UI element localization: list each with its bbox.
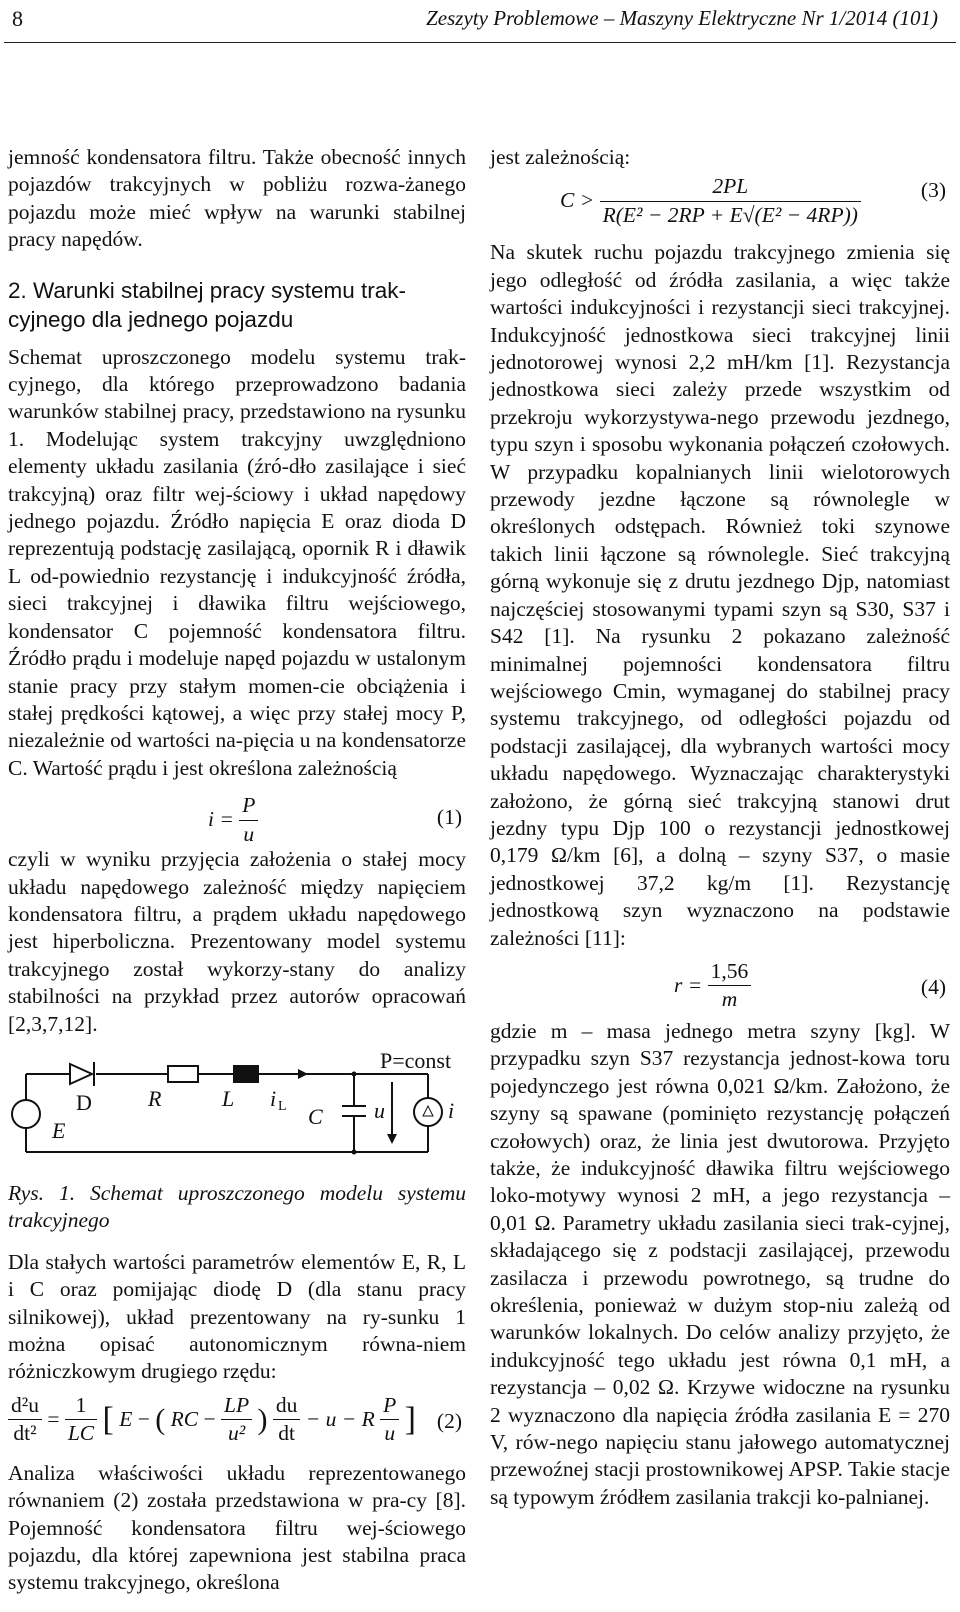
- paragraph: Na skutek ruchu pojazdu trakcyjnego zmienia się jego odległość od źródła zasilania, a więc także wartości indukcyjności i rezystancji sieci trakcyjnej. Indukcyjność jednostkowa sieci trakcyjnej linii jednotorowej wynosi 2,2 mH/km [1]. Rezystancja jednostkowa sieci zależy przede wszystkim od przekroju wykorzystywa-nego przewodu jezdnego, typu szyn i sposobu wykonania połączeń czołowych. W przypadku kopalnianych linii wielotorowych przewody jezdne łączone są równolegle w określonych odstępach. Również toki szynowe takich linii łączone są równolegle. Sieć trakcyjną górną wykonuje się z drutu jezdnego Djp, natomiast najczęściej stosowanymi typami szyn są S30, S37 i S42 [1]. Na rysunku 2 pokazano zależność minimalnej pojemności kondensatora filtru wejściowego Cmin, wymaganej do stabilnej pracy systemu trakcyjnego, od odległości pojazdu od podstacji zasilającej, dla wybranych wartości mocy układu napędowego. Wyznaczając charakterystyki założono, że górną sieć trakcyjną stanowi drut jezdny typu Djp 100 o rezystancji jednostkowej 0,179 Ω/km [6], a dolną – szyny S37, o masie jednostkowej 37,2 kg/m [1]. Rezystancję jednostkową szyn wyznaczono na podstawie zależności [11]:: [490, 240, 950, 950]
- paragraph: jest zależnością:: [490, 145, 631, 169]
- voltage-label: u: [374, 1097, 385, 1123]
- eq3-label: (3): [920, 178, 946, 203]
- il-label: i: [270, 1085, 277, 1111]
- eq4-numerator: 1,56: [708, 958, 752, 986]
- paragraph: gdzie m – masa jednego metra szyny [kg]. W przypadku szyn S37 rezystancja jednost-kowa toru pojedynczego jest równa 0,021 Ω/km. Założono, że szyny są spawane (pominięto rezystancję połączeń czołowych) oraz, że linia jest dwutorowa. Przyjęto także, że indukcyjność dławika filtru wejściowego loko-motywy wynosi 2 mH, a jego rezystancja – 0,01 Ω. Parametry układu zasilania sieci trak-cyjnej, składającego się z podstacji zasilającej, przewodu zasilacza i przewodu powrotnego, są trudne do określenia, ponieważ w dużym stop-niu zależą od warunków lokalnych. Do celów analizy przyjęto, że indukcyjność tego układu jest równa 0,1 mH, a rezystancja – 0,02 Ω. Krzywe widoczne na rysunku 2 wyznaczono dla napięcia źródła zasilania E = 270 V, rów-nego napięciu stanu jałowego automatycznej przewoźnej stacji prostownikowej APSP. Takie stacje są typowym źródłem zasilania trakcji ko-palnianej.: [490, 1018, 950, 1509]
- eq2-du-den: dt: [278, 1421, 295, 1446]
- header-rule: [4, 42, 956, 43]
- journal-title: Zeszyty Problemowe – Maszyny Elektryczne Nr 1/2014 (101): [426, 6, 938, 30]
- equation-1: [8, 784, 466, 844]
- section-title: 2. Warunki stabilnej pracy systemu trak-cyjnego dla jednego pojazdu: [8, 277, 407, 332]
- eq3-denominator: R(E² − 2RP + E√(E² − 4RP)): [602, 202, 858, 227]
- paragraph: Analiza właściwości układu reprezentowanego równaniem (2) została przedstawiona w pra-cy [8]. Pojemność kondensatora filtru wej-ściowego pojazdu, dla której zapewniona jest stabilna praca systemu trakcyjnego, określona: [8, 1460, 466, 1595]
- eq2-label: (2): [436, 1408, 462, 1433]
- page-header: [12, 6, 948, 40]
- figure-caption: Rys. 1. Schemat uproszczonego modelu systemu trakcyjnego: [8, 1180, 466, 1233]
- eq2-lp-den: u²: [227, 1421, 246, 1446]
- paragraph: Schemat uproszczonego modelu systemu trak-cyjnego, dla którego przeprowadzono badania warunków stabilnej pracy, przedstawiono na rysunku 1. Modelując system trakcyjny uwzględniono elementy układu zasilania (źró-dło zasilające i sieć trakcyjną) oraz filtr wej-ściowy i układ napędowy jednego pojazdu. Źródło napięcia E oraz dioda D reprezentują podstację zasilającą, opornik R i dławik L od-powiednio rezystancję i indukcyjność źródła, sieci trakcyjnej i dławika filtru wejściowego, kondensator C pojemność kondensatora filtru. Źródło prądu i modeluje napęd pojazdu w ustalonym stanie pracy przy stałym momen-cie obciążenia i stałej prędkości kątowej, a więc przy stałej mocy P, niezależnie od wartości na-pięcia u na kondensatorze C. Wartość prądu i jest określona zależnością: [8, 344, 466, 780]
- diode-label: D: [76, 1089, 92, 1115]
- eq2-du-num: du: [273, 1392, 301, 1420]
- eq3-numerator: 2PL: [600, 173, 861, 201]
- figure-1-circuit: [8, 1052, 466, 1170]
- right-column: [490, 144, 950, 1511]
- source-label: E: [52, 1117, 66, 1143]
- circuit-diagram: [8, 1052, 466, 1170]
- eq2-lhs-num: d²u: [8, 1392, 42, 1420]
- eq2-p-num: P: [380, 1392, 399, 1420]
- page-number: 8: [12, 6, 23, 31]
- eq4-label: (4): [920, 974, 946, 999]
- eq2-lp-num: LP: [221, 1392, 252, 1420]
- left-column: [8, 144, 466, 1597]
- paragraph: czyli w wyniku przyjęcia założenia o stałej mocy układu napędowego zależność między napięciem kondensatora filtru, a prądem układu napędowego jest hiperboliczna. Prezentowany model systemu trakcyjnego został wykorzy-stany do analizy stabilności na przykład przez autorów opracowań [2,3,7,12].: [8, 847, 466, 1036]
- eq2-bracket-open: [: [102, 1401, 114, 1439]
- paragraph: jemność kondensatora filtru. Także obecność innych pojazdów trakcyjnych w pobliżu rozwa-żanego pojazdu może mieć wpływ na warunki stabilnej pracy napędów.: [8, 145, 466, 252]
- eq1-label: (1): [436, 805, 462, 830]
- eq4-denominator: m: [721, 987, 738, 1012]
- equation-2: [8, 1388, 466, 1458]
- resistor-label: R: [148, 1085, 162, 1111]
- equation-3: [490, 173, 950, 237]
- eq2-minus: −: [137, 1407, 150, 1432]
- inductor-label: L: [222, 1085, 235, 1111]
- eq2-minus: −: [203, 1407, 216, 1432]
- eq2-bracket-close: ]: [404, 1401, 416, 1439]
- eq2-RC: RC: [170, 1407, 199, 1432]
- eq1-denominator: u: [243, 821, 255, 846]
- paragraph: Dla stałych wartości parametrów elementów E, R, L i C oraz pomijając diodę D (dla stanu pracy silnikowej), układ prezentowany na ry-sunku 1 można opisać autonomicznym równa-niem różniczkowym drugiego rzędu:: [8, 1249, 466, 1384]
- eq2-paren-open: (: [155, 1403, 166, 1437]
- eq2-p-den: u: [384, 1421, 396, 1446]
- eq2-E: E: [119, 1407, 133, 1432]
- pconst-label: P=const: [380, 1051, 452, 1073]
- current-label: i: [448, 1097, 455, 1123]
- eq2-paren-close: ): [257, 1403, 268, 1437]
- capacitor-label: C: [308, 1103, 323, 1129]
- eq4-lhs: r =: [674, 973, 703, 998]
- eq1-numerator: P: [239, 792, 258, 820]
- eq2-equals: =: [47, 1407, 60, 1432]
- eq2-tail: − u − R: [305, 1407, 375, 1432]
- eq2-c-den: LC: [67, 1421, 95, 1446]
- eq1-lhs: i =: [208, 807, 234, 832]
- eq2-lhs-den: dt²: [13, 1421, 37, 1446]
- equation-4: [490, 954, 950, 1016]
- il-subscript: L: [278, 1098, 287, 1114]
- eq3-lhs: C >: [560, 188, 595, 213]
- eq2-c-num: 1: [65, 1392, 97, 1420]
